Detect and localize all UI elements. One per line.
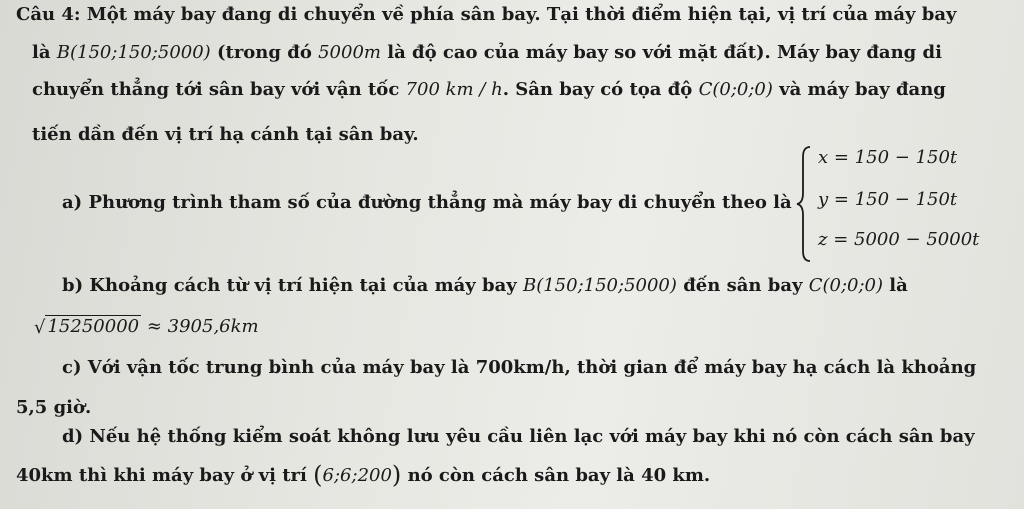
part-b-text: Khoảng cách từ vị trí hiện tại của máy bay [83, 275, 523, 296]
sqrt-symbol: √ [34, 316, 46, 338]
question-line-2 [32, 42, 942, 64]
part-a-label: a) [62, 192, 83, 213]
altitude: 5000m [318, 42, 381, 63]
left-brace [796, 145, 812, 263]
part-c-label: c) [62, 357, 82, 378]
part-d-line-2 [16, 461, 711, 489]
parametric-system [796, 145, 986, 263]
distance-result [34, 316, 259, 338]
question-text-1: Một máy bay đang di chuyển về phía sân bay. Tại thời điểm hiện tại, vị trí của máy bay [80, 4, 957, 25]
question-line-1 [16, 4, 956, 26]
text: chuyển thẳng tới sân bay với vận tốc [32, 79, 406, 100]
paren-close: ) [391, 461, 402, 489]
part-c-line-2: 5,5 giờ. [16, 397, 92, 418]
part-d-text: Nếu hệ thống kiểm soát không lưu yêu cầu liên lạc với máy bay khi nó còn cách sân bay [83, 426, 975, 447]
paren-open: ( [313, 461, 323, 489]
part-c-text: Với vận tốc trung bình của máy bay là 700km/h, thời gian để máy bay hạ cách là khoảng [81, 357, 977, 378]
point-b: B(150;150;5000) [56, 42, 211, 63]
approx-value: ≈ 3905,6km [141, 316, 259, 337]
text: 40km thì khi máy bay ở vị trí [16, 465, 314, 486]
part-d [62, 426, 975, 448]
text: là [32, 42, 57, 63]
part-b [62, 275, 908, 297]
velocity: 700 km / h [405, 79, 503, 100]
equation-y: y = 150 − 150t [818, 189, 958, 210]
text: . Sân bay có tọa độ [502, 79, 699, 100]
point-b: B(150;150;5000) [522, 275, 677, 296]
text: và máy bay đang [772, 79, 946, 100]
text: là độ cao của máy bay so với mặt đất). Máy bay đang di [381, 42, 942, 63]
radicand: 15250000 [47, 316, 140, 337]
question-line-3 [32, 79, 946, 101]
position: 6;6;200 [322, 465, 392, 486]
part-a [62, 192, 792, 214]
point-c: C(0;0;0) [698, 79, 773, 100]
question-heading: Câu 4: [16, 4, 81, 25]
part-a-text: Phương trình tham số của đường thẳng mà máy bay di chuyển theo là [82, 192, 792, 213]
part-c [62, 357, 976, 379]
text: là [883, 275, 908, 296]
equation-x: x = 150 − 150t [818, 147, 958, 168]
point-c: C(0;0;0) [808, 275, 884, 296]
text: đến sân bay [676, 275, 809, 296]
text: nó còn cách sân bay là 40 km. [401, 465, 711, 486]
part-b-label: b) [62, 275, 84, 296]
equation-z: z = 5000 − 5000t [818, 229, 980, 250]
question-line-4: tiến dần đến vị trí hạ cánh tại sân bay. [32, 124, 419, 145]
part-d-label: d) [62, 426, 84, 447]
text: (trong đó [210, 42, 319, 63]
